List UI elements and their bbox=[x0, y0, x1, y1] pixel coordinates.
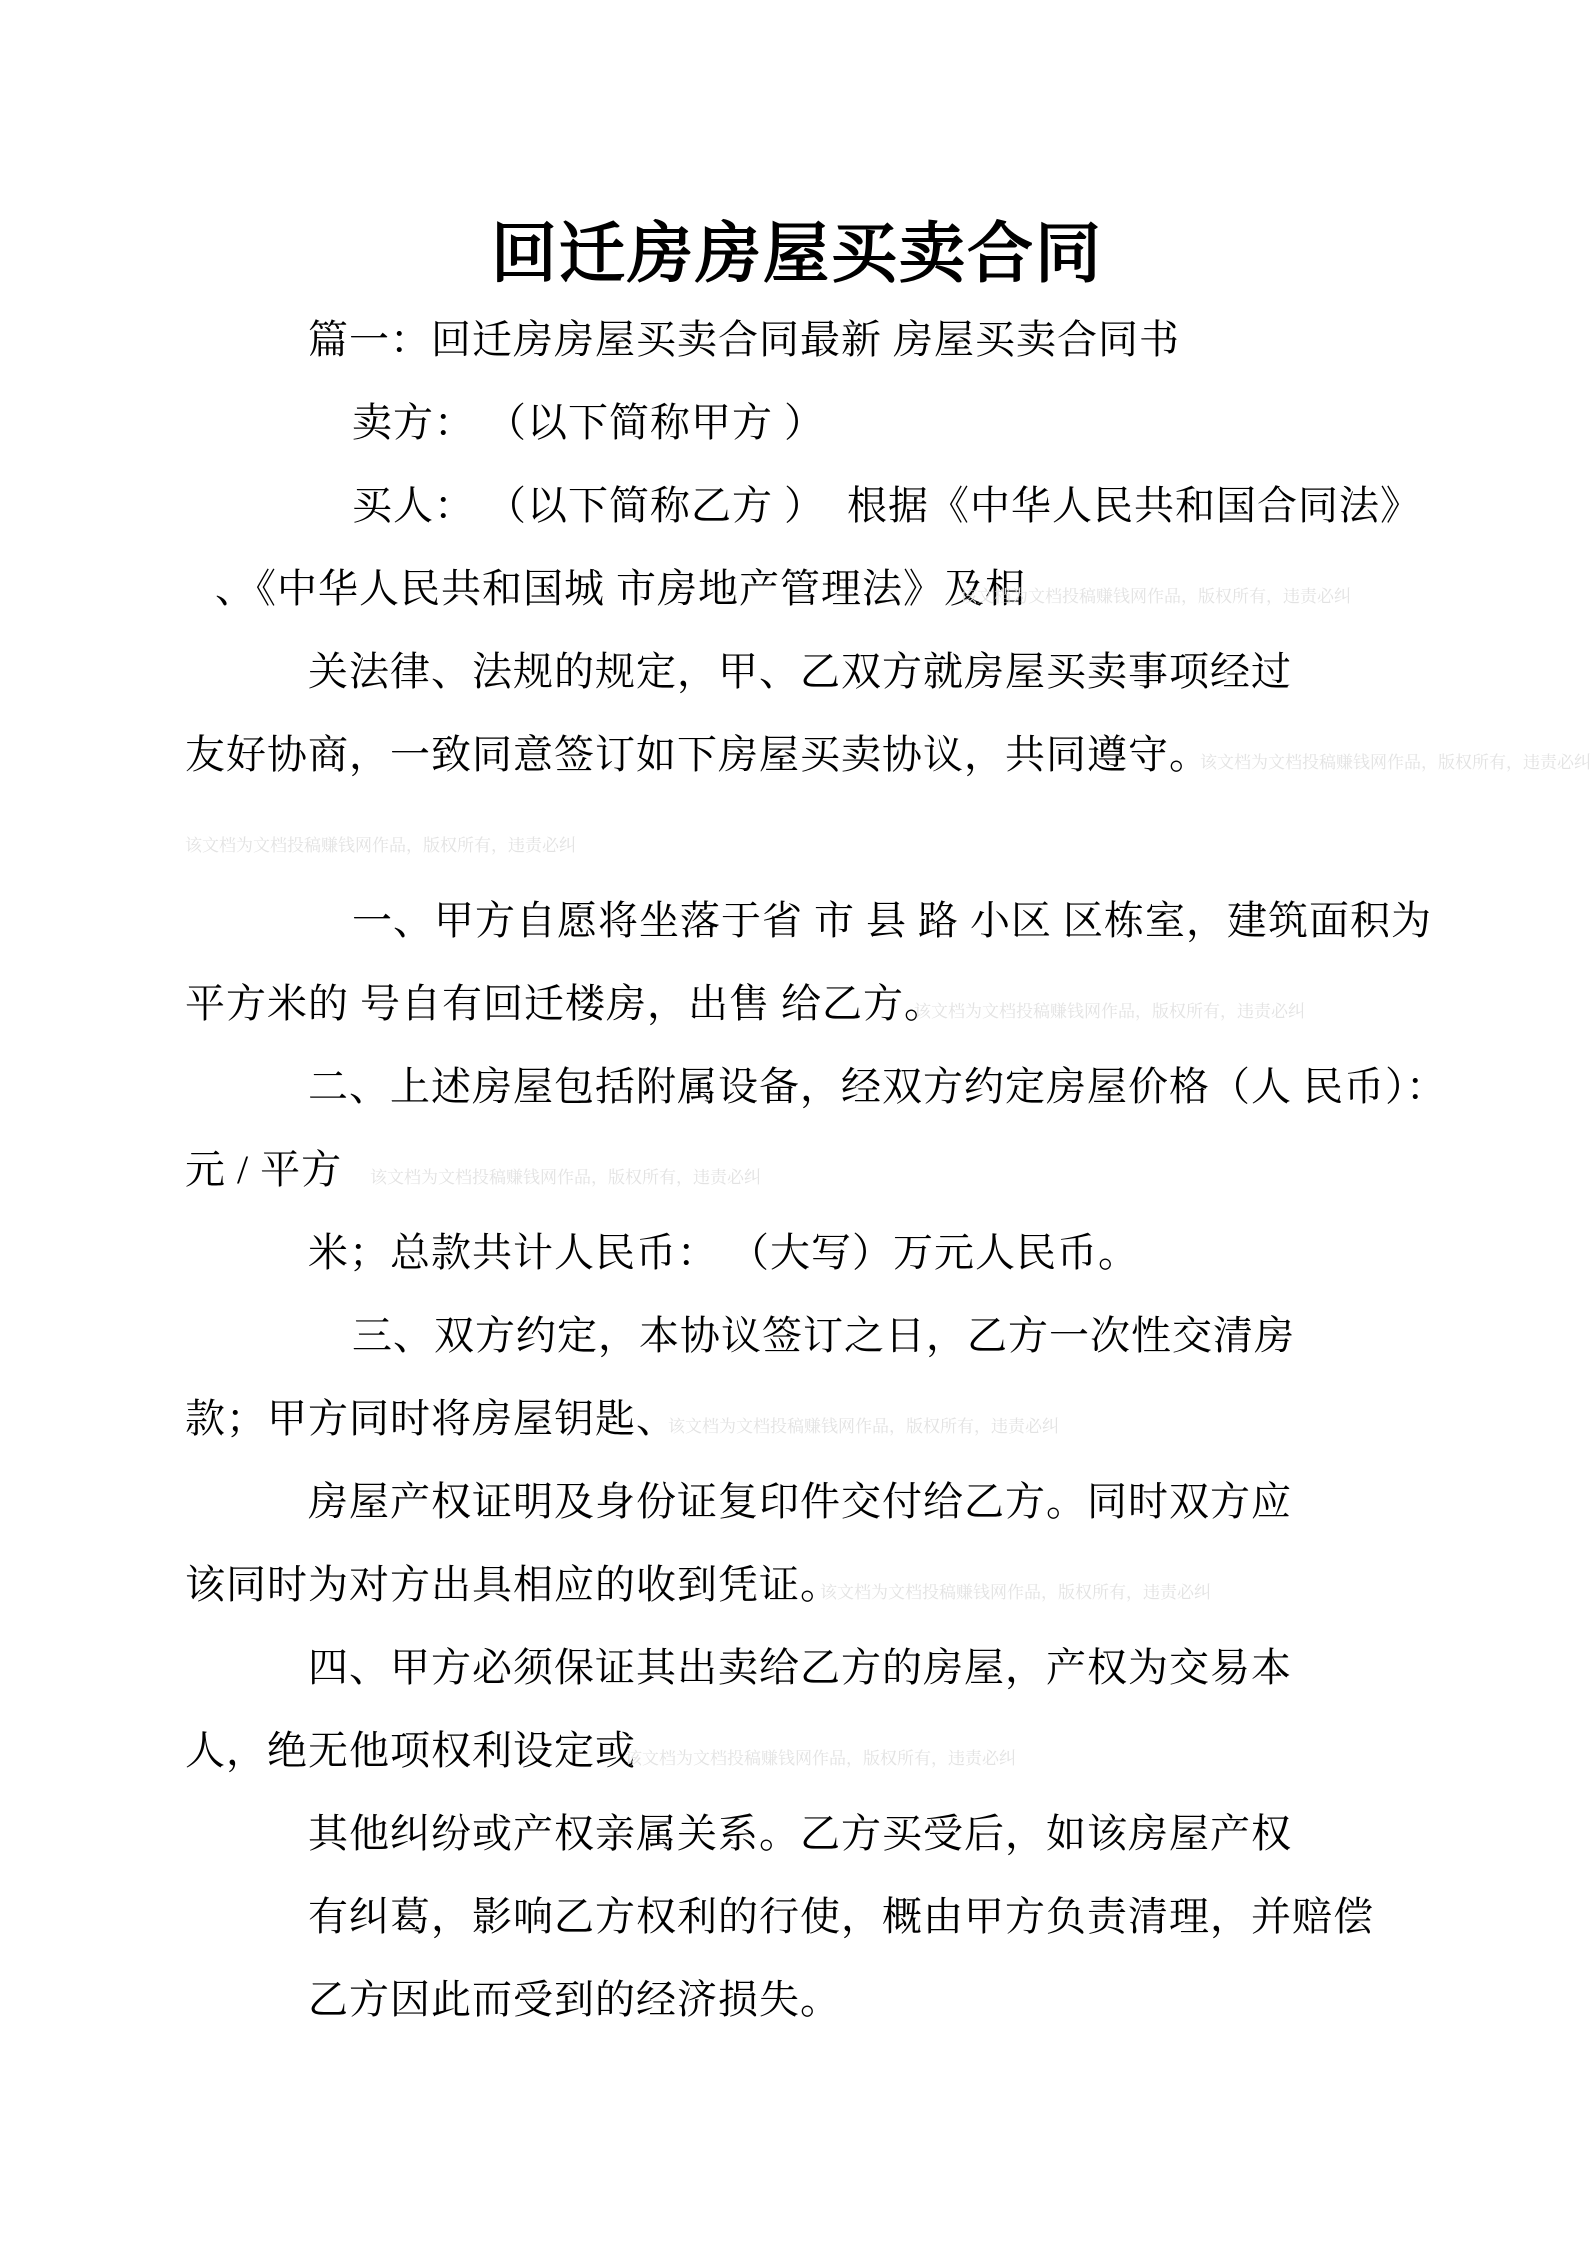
text-line: 四、甲方必须保证其出卖给乙方的房屋，产权为交易本 bbox=[308, 1645, 1292, 1690]
text-line: 平方米的 号自有回迁楼房，出售 给乙方。 bbox=[185, 981, 945, 1026]
watermark-text: 该文档为文档投稿赚钱网作品，版权所有，违责必纠 bbox=[185, 836, 576, 855]
watermark-text: 该文档为文档投稿赚钱网作品，版权所有，违责必纠 bbox=[820, 1583, 1211, 1602]
text-line: 米；总款共计人民币： （大写）万元人民币。 bbox=[308, 1230, 1139, 1275]
watermark-text: 该文档为文档投稿赚钱网作品，版权所有，违责必纠 bbox=[370, 1168, 761, 1187]
text-line: 三、双方约定，本协议签订之日，乙方一次性交清房 bbox=[352, 1313, 1295, 1358]
text-line: 卖方： （以下简称甲方 ） bbox=[352, 400, 825, 445]
text-line: 房屋产权证明及身份证复印件交付给乙方。同时双方应 bbox=[308, 1479, 1292, 1524]
document-title: 回迁房房屋买卖合同 bbox=[491, 216, 1103, 290]
text-line: 一、甲方自愿将坐落于省 市 县 路 小区 区栋室，建筑面积为 bbox=[352, 898, 1432, 943]
text-line: 有纠葛，影响乙方权利的行使，概由甲方负责清理，并赔偿 bbox=[308, 1894, 1374, 1939]
text-line: 关法律、法规的规定，甲、乙双方就房屋买卖事项经过 bbox=[308, 649, 1292, 694]
watermark-text: 该文档为文档投稿赚钱网作品，版权所有，违责必纠 bbox=[960, 587, 1351, 606]
watermark-text: 该文档为文档投稿赚钱网作品，版权所有，违责必纠 bbox=[668, 1417, 1059, 1436]
text-line: 该同时为对方出具相应的收到凭证。 bbox=[185, 1562, 841, 1607]
text-line: 款；甲方同时将房屋钥匙、 bbox=[185, 1396, 677, 1441]
text-line: 买人： （以下简称乙方 ） 根据《中华人民共和国合同法》 bbox=[352, 483, 1421, 528]
text-line: 人，绝无他项权利设定或 bbox=[185, 1728, 636, 1773]
text-line: 篇一：回迁房房屋买卖合同最新 房屋买卖合同书 bbox=[308, 317, 1180, 362]
text-line: 、《中华人民共和国城 市房地产管理法》及相 bbox=[215, 566, 1026, 611]
watermark-text: 该文档为文档投稿赚钱网作品，版权所有，违责必纠 bbox=[914, 1002, 1305, 1021]
text-line: 友好协商，一致同意签订如下房屋买卖协议，共同遵守。 bbox=[185, 732, 1210, 777]
watermark-text: 该文档为文档投稿赚钱网作品，版权所有，违责必纠 bbox=[1200, 753, 1591, 772]
watermark-text: 该文档为文档投稿赚钱网作品，版权所有，违责必纠 bbox=[625, 1749, 1016, 1768]
text-line: 二、上述房屋包括附属设备，经双方约定房屋价格（人 民币）： bbox=[308, 1064, 1447, 1109]
text-line: 乙方因此而受到的经济损失。 bbox=[308, 1977, 841, 2022]
text-line: 元 / 平方 bbox=[185, 1147, 343, 1192]
text-line: 其他纠纷或产权亲属关系。乙方买受后，如该房屋产权 bbox=[308, 1811, 1292, 1856]
